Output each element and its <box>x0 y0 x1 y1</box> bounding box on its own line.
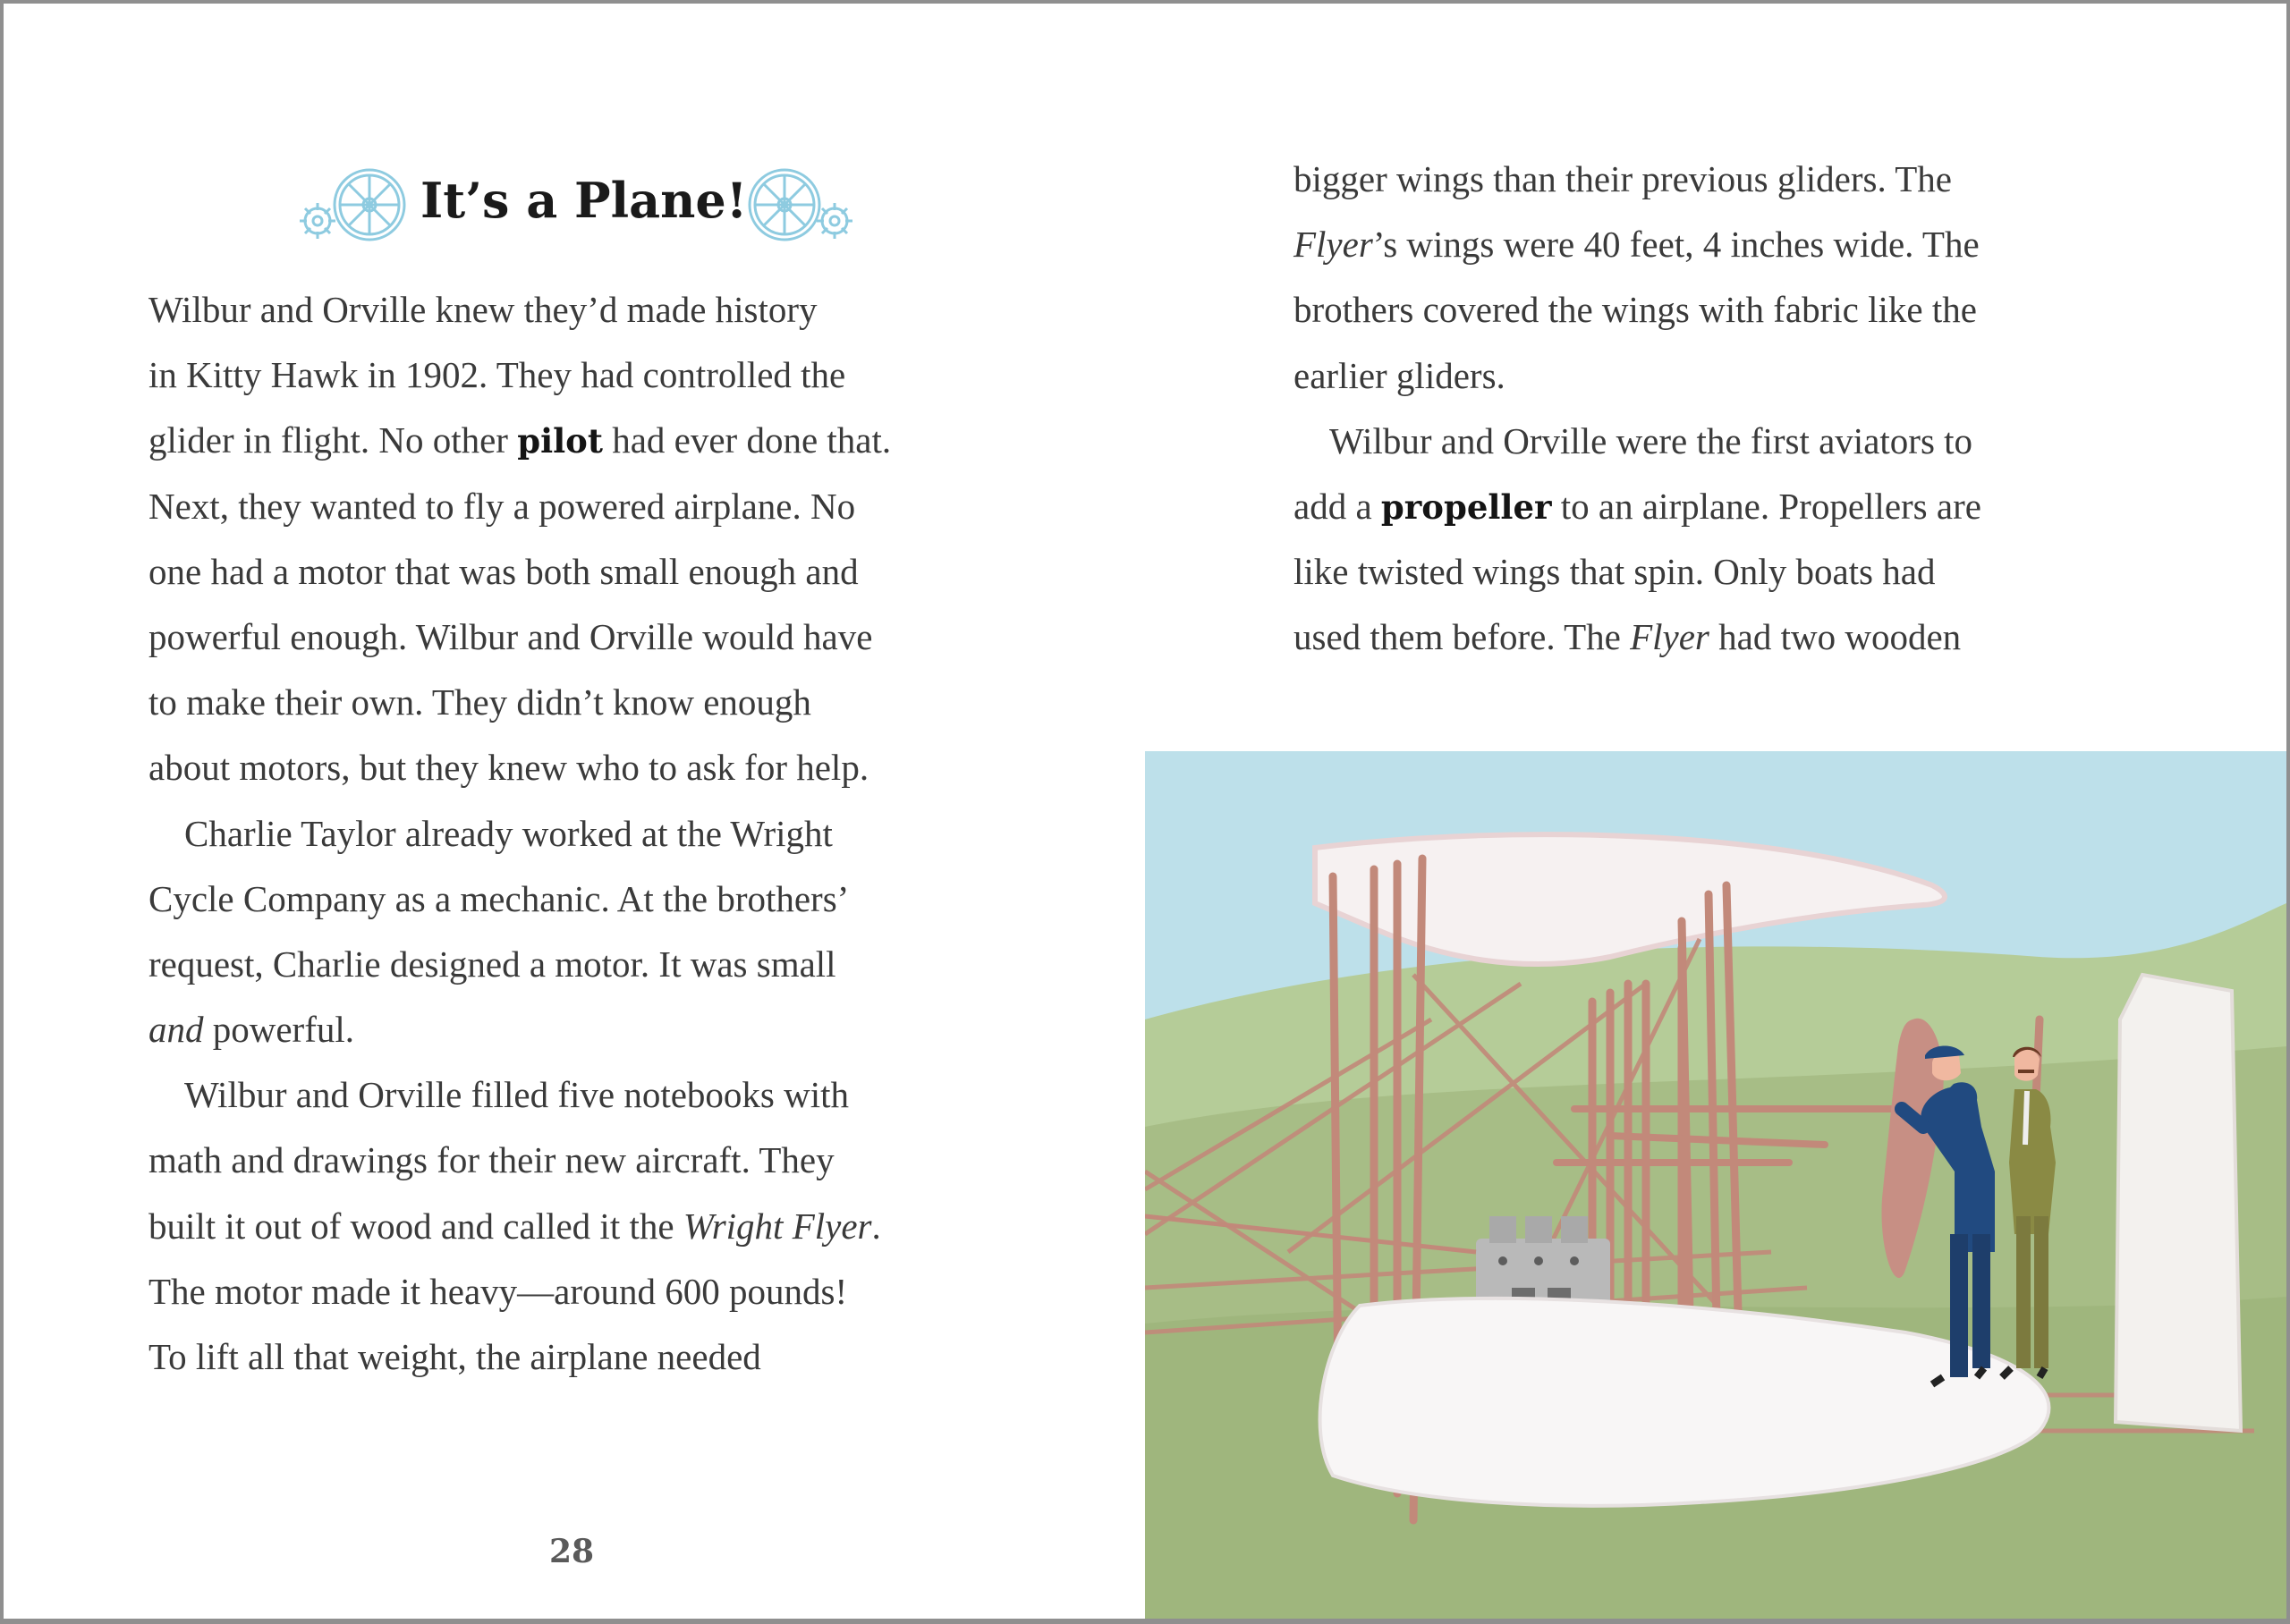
text-run: ’s wings were 40 feet, 4 inches wide. The <box>1372 224 1980 266</box>
gear-ornament-icon <box>814 200 855 241</box>
text-line: bigger wings than their previous gliders. The <box>1293 158 1952 199</box>
text-run: powerful. <box>203 1009 355 1051</box>
left-text-column <box>148 277 891 1390</box>
text-line <box>1293 474 1981 539</box>
emphasis-flyer: Flyer <box>1630 616 1709 658</box>
text-run: add a <box>1293 485 1381 527</box>
text-line <box>148 997 891 1062</box>
text-run: had ever done that. <box>602 419 892 461</box>
text-line: To lift all that weight, the airplane needed <box>148 1336 761 1377</box>
text-line: The motor made it heavy—around 600 pounds! <box>148 1270 848 1312</box>
text-line: Charlie Taylor already worked at the Wright <box>184 812 833 854</box>
text-run: built it out of wood and called it the <box>148 1205 683 1247</box>
page-title: It’s a Plane! <box>420 172 748 229</box>
book-spread <box>4 4 2286 1619</box>
text-line <box>1293 605 1981 670</box>
text-line: Cycle Company as a mechanic. At the brothers’ <box>148 877 850 919</box>
glossary-term-propeller: propeller <box>1380 486 1552 527</box>
wheel-ornament-icon <box>331 166 408 243</box>
chapter-heading <box>295 163 859 243</box>
text-run: to an airplane. Propellers are <box>1551 485 1981 527</box>
text-line: like twisted wings that spin. Only boats had <box>1293 551 1936 593</box>
text-line <box>1293 212 1981 277</box>
text-line <box>148 1194 891 1259</box>
text-line: to make their own. They didn’t know enough <box>148 681 811 723</box>
text-run: used them before. The <box>1293 616 1631 658</box>
text-line: in Kitty Hawk in 1902. They had controlled the <box>148 354 846 396</box>
text-line: brothers covered the wings with fabric like the <box>1293 289 1977 331</box>
rudder-panel <box>2116 975 2241 1431</box>
text-line: one had a motor that was both small enough and <box>148 550 859 592</box>
wright-flyer-illustration <box>1145 751 2286 1619</box>
glossary-term-pilot: pilot <box>517 421 603 461</box>
page-number: 28 <box>549 1533 595 1570</box>
text-line <box>148 408 891 473</box>
emphasis-wright-flyer: Wright Flyer <box>683 1205 872 1247</box>
text-line: Wilbur and Orville knew they’d made history <box>148 289 818 330</box>
text-line: Next, they wanted to fly a powered airplane. No <box>148 485 856 527</box>
text-line: request, Charlie designed a motor. It was small <box>148 943 836 985</box>
text-run: had two wooden <box>1709 616 1962 658</box>
text-run: glider in flight. No other <box>148 419 518 461</box>
illustration-canvas <box>1145 751 2286 1619</box>
right-text-column <box>1293 147 1981 671</box>
text-line: math and drawings for their new aircraft. They <box>148 1139 835 1181</box>
text-line: about motors, but they knew who to ask for help. <box>148 747 869 789</box>
text-line: Wilbur and Orville filled five notebooks with <box>184 1074 850 1116</box>
text-run: . <box>871 1205 881 1247</box>
wheel-ornament-icon <box>746 166 823 243</box>
emphasis-flyer: Flyer <box>1293 224 1373 266</box>
emphasis-and: and <box>148 1009 204 1051</box>
text-line: Wilbur and Orville were the first aviators to <box>1329 419 1973 461</box>
text-line: powerful enough. Wilbur and Orville would have <box>148 615 873 657</box>
text-line: earlier gliders. <box>1293 354 1505 396</box>
